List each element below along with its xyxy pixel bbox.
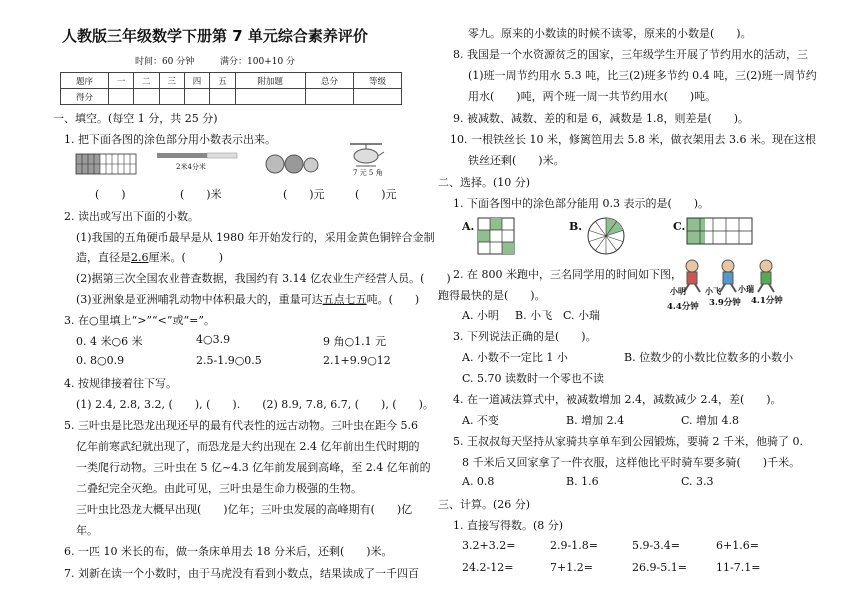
score-cell[interactable] <box>134 89 159 105</box>
calc-item[interactable]: 3.2+3.2= <box>462 539 516 552</box>
runner-time: 4.4分钟 <box>667 302 699 312</box>
answer-blank[interactable]: ( )元 <box>283 188 325 201</box>
underlined-number: 五点七五 <box>322 293 367 306</box>
question-8: 8. 我国是一个水资源贫乏的国家，三年级学生开展了节约用水的活动，三 <box>453 48 808 61</box>
question-6: 6. 一匹 10 米长的布，做一条床单用去 18 分米后，还剩( )米。 <box>64 545 393 558</box>
question-3: 3. 在○里填上“>”“<”或“=”。 <box>64 314 215 327</box>
question-5-line: 三叶虫比恐龙大概早出现( )亿年；三叶虫发展的高峰期有( )亿 <box>76 503 413 516</box>
runner-name: 小明 <box>670 286 686 296</box>
choice-option[interactable]: B. 增加 2.4 <box>566 414 625 427</box>
choice-option[interactable]: C. 增加 4.8 <box>681 414 740 427</box>
question-2-2: (2)据第三次全国农业普查数据，我国约有 3.14 亿农业生产经营人员。( ) <box>76 272 451 285</box>
runner-name: 小瑞 <box>738 284 754 294</box>
score-header: 一 <box>108 73 133 89</box>
question-4-sequences: (1) 2.4, 2.8, 3.2, ( ), ( ). (2) 8.9, 7.8, 6.7, ( ), ( )。 <box>76 398 434 411</box>
question-9: 9. 被减数、减数、差的和是 6，减数是 1.8，则差是( )。 <box>453 112 750 125</box>
choice-option[interactable]: B. 位数少的小数比位数多的小数小 <box>624 351 794 364</box>
score-header: 四 <box>184 73 209 89</box>
runner-time: 4.1分钟 <box>751 296 783 306</box>
question-2-1-cont <box>76 249 223 265</box>
question-5-line: 二叠纪完全灭绝。由此可见，三叶虫是生命力极强的生物。 <box>76 482 362 495</box>
calc-item[interactable]: 6+1.6= <box>716 539 759 552</box>
choice-option[interactable]: B. 小飞 <box>515 309 553 322</box>
score-table <box>60 72 402 105</box>
runner-name: 小飞 <box>705 286 721 296</box>
calc-item[interactable]: 2.9-1.8= <box>550 539 598 552</box>
score-cell[interactable] <box>306 89 354 105</box>
calc-item[interactable]: 7+1.2= <box>550 561 593 574</box>
section-2-heading: 二、选择。(10 分) <box>438 176 531 189</box>
question-2: 2. 读出或写出下面的小数。 <box>64 210 199 223</box>
choice-option[interactable]: B. 1.6 <box>566 475 599 488</box>
question-7-cont: 零九。原来的小数读的时候不读零，原来的小数是( )。 <box>468 27 752 40</box>
score-table-score-row <box>61 89 402 105</box>
coins-figure <box>265 152 325 176</box>
text: 造，直径是 <box>76 251 131 264</box>
question-5-line: 年。 <box>76 524 98 537</box>
choice-question-5-line: 8 千米后又回家拿了一件衣服，这样他比平时骑车要多骑( )千米。 <box>462 456 801 469</box>
score-row-label: 得分 <box>61 89 109 105</box>
question-5-line: 亿年前寒武纪就出现了，而恐龙是大约出现在 2.4 亿年前出生代时期的 <box>76 440 420 453</box>
section-1-heading: 一、填空。(每空 1 分，共 25 分) <box>53 112 218 125</box>
calc-item[interactable]: 5.9-3.4= <box>632 539 680 552</box>
choice-option[interactable]: A. 小数不一定比 1 小 <box>462 351 568 364</box>
choice-option[interactable]: C. 5.70 读数时一个零也不读 <box>462 372 605 385</box>
score-header: 等级 <box>353 73 401 89</box>
compare-item: 0. 4 米○6 米 <box>76 335 143 348</box>
text: 吨。( ) <box>366 293 420 306</box>
score-header: 题序 <box>61 73 109 89</box>
time-limit: 时间：60 分钟 <box>134 57 195 67</box>
choice-option[interactable]: A. 不变 <box>462 414 499 427</box>
question-8-line: 用水( )吨，两个班一周一共节约用水( )吨。 <box>468 90 717 103</box>
compare-item: 4○3.9 <box>196 333 231 346</box>
section-3-heading: 三、计算。(26 分) <box>438 498 531 511</box>
question-7: 7. 刘新在读一个小数时，由于马虎没有看到小数点，结果读成了一千四百 <box>64 567 419 580</box>
question-10-line: 铁丝还剩( )米。 <box>468 154 565 167</box>
answer-blank[interactable]: ( )米 <box>180 188 222 201</box>
question-2-1: (1)我国的五角硬币最早是从 1980 年开始发行的，采用金黄色铜锌合金制 <box>76 231 435 244</box>
choice-question-4: 4. 在一道减法算式中，被减数增加 2.4，减数减少 2.4，差( )。 <box>453 393 782 406</box>
compare-item: 0. 8○0.9 <box>76 354 125 367</box>
choice-option[interactable]: A. 小明 <box>462 309 499 322</box>
pie-circle-figure <box>586 216 626 256</box>
exam-info <box>0 54 430 67</box>
compare-item: 2.1+9.9○12 <box>323 354 391 367</box>
compare-item: 9 角○1.1 元 <box>323 335 387 348</box>
answer-blank[interactable]: ( )元 <box>355 188 397 201</box>
text: 厘米。( ) <box>148 251 224 264</box>
score-cell[interactable] <box>210 89 235 105</box>
calc-item[interactable]: 26.9-5.1= <box>632 561 687 574</box>
choice-question-1: 1. 下面各图中的涂色部分能用 0.3 表示的是( )。 <box>453 197 710 210</box>
choice-question-3: 3. 下列说法正确的是( )。 <box>453 330 597 343</box>
option-label: C. <box>673 220 686 233</box>
answer-blank[interactable]: ( ) <box>95 188 126 201</box>
question-10: 10. 一根铁丝长 10 米，修篱笆用去 5.8 米，做衣架用去 3.6 米。现在这根 <box>450 133 816 146</box>
score-header: 五 <box>210 73 235 89</box>
compare-item: 2.5-1.9○0.5 <box>196 354 262 367</box>
text: (3)亚洲象是亚洲哺乳动物中体积最大的，重量可达 <box>76 293 323 306</box>
square-grid-figure <box>478 218 514 254</box>
score-cell[interactable] <box>235 89 306 105</box>
score-header: 附加题 <box>235 73 306 89</box>
score-cell[interactable] <box>184 89 209 105</box>
ruler-label: 2米4分米 <box>176 163 206 171</box>
total-score: 满分：100+10 分 <box>220 57 296 67</box>
question-5-line: 一类爬行动物。三叶虫在 5 亿~4.3 亿年前发展到高峰，至 2.4 亿年前的 <box>76 461 431 474</box>
rectangle-grid-figure <box>687 218 753 244</box>
choice-question-2: 2. 在 800 米跑中，三名同学用的时间如下图， <box>453 268 682 281</box>
score-table-header-row <box>61 73 402 89</box>
question-8-line: (1)班一周节约用水 5.3 吨，比三(2)班多节约 0.4 吨，三(2)班一周节约 <box>468 69 817 82</box>
question-2-3 <box>76 291 419 307</box>
score-header: 总分 <box>306 73 354 89</box>
score-header: 三 <box>159 73 184 89</box>
choice-option[interactable]: C. 小瑞 <box>563 309 601 322</box>
choice-option[interactable]: A. 0.8 <box>462 475 495 488</box>
option-label: A. <box>462 220 475 233</box>
calc-question-1: 1. 直接写得数。(8 分) <box>453 519 564 532</box>
question-5: 5. 三叶虫是比恐龙出现还早的最有代表性的远古动物。三叶虫在距今 5.6 <box>64 419 418 432</box>
choice-question-2-line: 跑得最快的是( )。 <box>438 289 546 302</box>
question-4: 4. 按规律接着往下写。 <box>64 377 177 390</box>
page-title: 人教版三年级数学下册第 7 单元综合素养评价 <box>62 27 368 45</box>
score-header: 二 <box>134 73 159 89</box>
runner-time: 3.9分钟 <box>709 298 741 308</box>
question-1: 1. 把下面各图的涂色部分用小数表示出来。 <box>64 133 276 146</box>
choice-question-5: 5. 王叔叔每天坚持从家骑共享单车到公园锻炼，要骑 2 千米，他骑了 0. <box>453 435 803 448</box>
helicopter-price-label: 7 元 5 角 <box>353 169 383 177</box>
runners-illustration <box>680 258 790 298</box>
grid-figure <box>76 154 138 174</box>
option-label: B. <box>569 220 583 233</box>
score-cell[interactable] <box>159 89 184 105</box>
score-cell[interactable] <box>108 89 133 105</box>
calc-item[interactable]: 11-7.1= <box>716 561 761 574</box>
calc-item[interactable]: 24.2-12= <box>462 561 514 574</box>
score-cell[interactable] <box>353 89 401 105</box>
underlined-number: 2.6 <box>131 251 149 264</box>
choice-option[interactable]: C. 3.3 <box>681 475 714 488</box>
